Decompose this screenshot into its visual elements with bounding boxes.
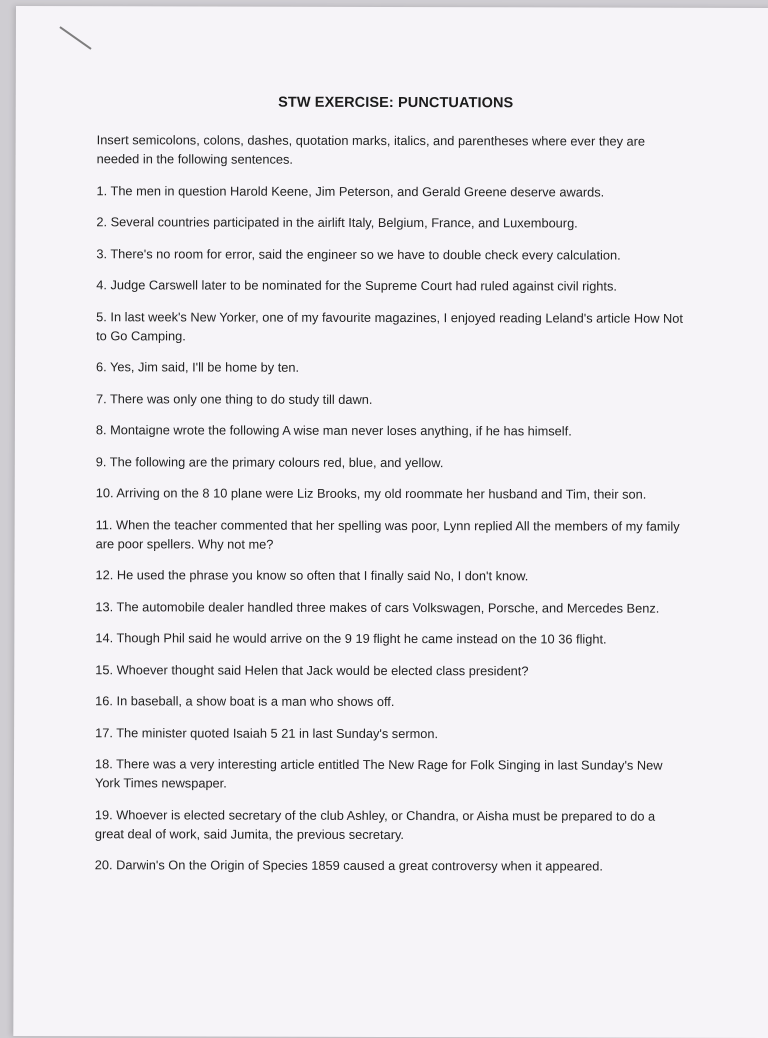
exercise-item-7: 7. There was only one thing to do study till dawn. [95, 390, 373, 407]
paper-sheet [13, 6, 768, 1038]
exercise-item-5: 5. In last week's New Yorker, one of my favourite magazines, I enjoyed reading Leland's article How Not to Go Camping. [96, 308, 683, 343]
exercise-item-4: 4. Judge Carswell later to be nominated for the Supreme Court had ruled against civil rights. [96, 277, 617, 294]
exercise-item-8: 8. Montaigne wrote the following A wise man never loses anything, if he has himself. [95, 422, 572, 439]
exercise-body [95, 130, 687, 888]
exercise-item-15: 15. Whoever thought said Helen that Jack would be elected class president? [95, 661, 529, 678]
exercise-item-19: 19. Whoever is elected secretary of the club Ashley, or Chandra, or Aisha must be prepared to do a great deal of work, said Jumita, the previous secretary. [94, 806, 656, 842]
exercise-item-12: 12. He used the phrase you know so often that I finally said No, I don't know. [95, 567, 529, 584]
instructions: Insert semicolons, colons, dashes, quotation marks, italics, and parentheses where ever they are needed in the following sentences. [96, 132, 646, 167]
exercise-item-10: 10. Arriving on the 8 10 plane were Liz Brooks, my old roommate her husband and Tim, their son. [95, 485, 647, 502]
exercise-item-11: 11. When the teacher commented that her spelling was poor, Lynn replied All the members of my family are poor spellers. Why not me? [95, 516, 680, 552]
exercise-item-16: 16. In baseball, a show boat is a man who shows off. [95, 693, 395, 709]
page-title: STW EXERCISE: PUNCTUATIONS [278, 94, 514, 112]
exercise-item-3: 3. There's no room for error, said the engineer so we have to double check every calculation. [96, 245, 621, 263]
exercise-item-13: 13. The automobile dealer handled three makes of cars Volkswagen, Porsche, and Mercedes Benz. [95, 598, 660, 616]
exercise-item-20: 20. Darwin's On the Origin of Species 1859 caused a great controversy when it appeared. [94, 857, 603, 874]
exercise-item-14: 14. Though Phil said he would arrive on the 9 19 flight he came instead on the 10 36 flight. [95, 630, 607, 647]
pen-mark [59, 26, 91, 50]
exercise-item-6: 6. Yes, Jim said, I'll be home by ten. [96, 359, 300, 375]
exercise-item-1: 1. The men in question Harold Keene, Jim Peterson, and Gerald Greene deserve awards. [96, 182, 605, 200]
exercise-item-2: 2. Several countries participated in the airlift Italy, Belgium, France, and Luxembourg. [96, 214, 578, 231]
exercise-item-18: 18. There was a very interesting article entitled The New Rage for Folk Singing in last Sunday's New York Times newspaper. [94, 756, 663, 791]
exercise-item-9: 9. The following are the primary colours red, blue, and yellow. [95, 453, 444, 470]
exercise-item-17: 17. The minister quoted Isaiah 5 21 in last Sunday's sermon. [95, 724, 439, 741]
